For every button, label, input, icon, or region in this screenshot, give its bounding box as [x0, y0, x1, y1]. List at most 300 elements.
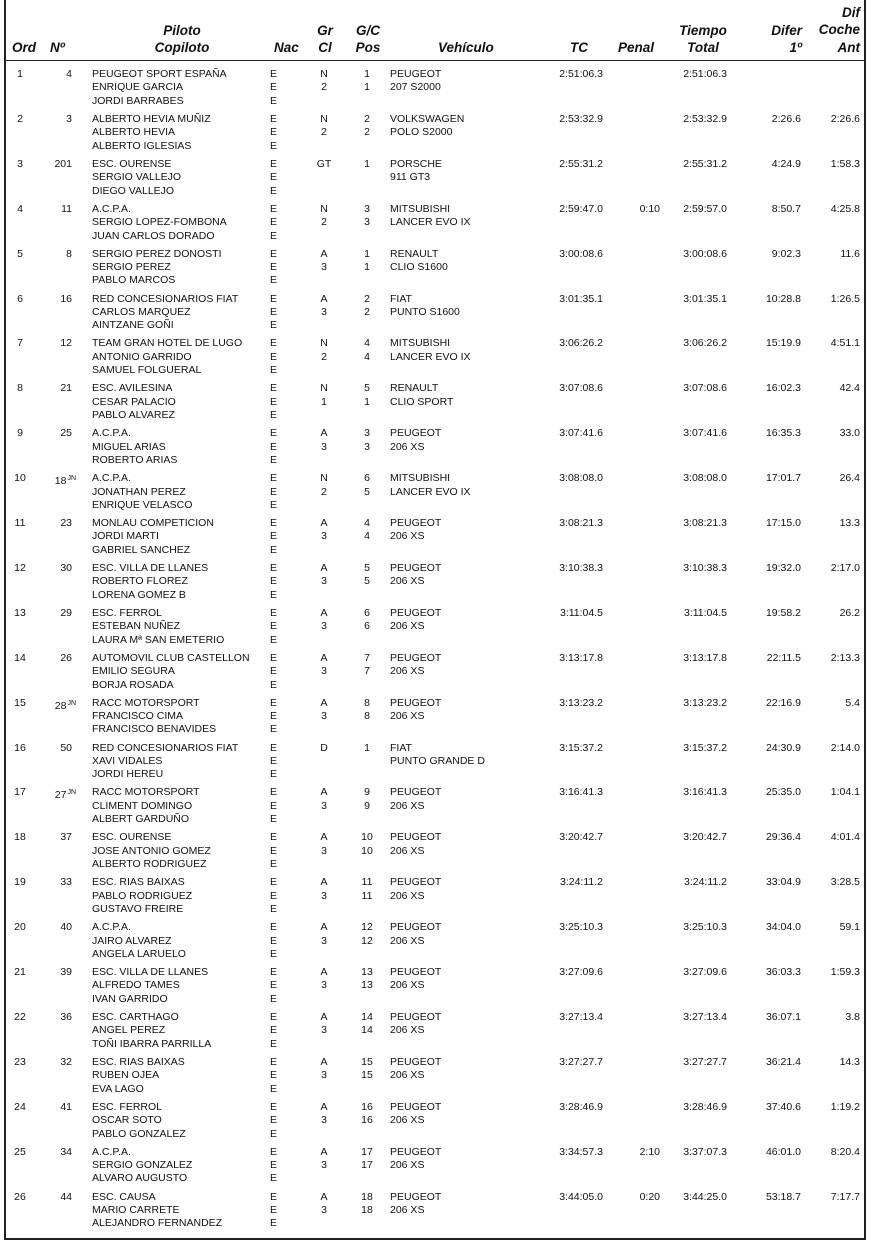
- cell-nac-line: E: [270, 741, 278, 754]
- table-row: [0, 652, 872, 692]
- cell-tc: [540, 113, 603, 126]
- cell-nac-line: E: [270, 517, 278, 529]
- cell-vehicle-line: PUNTO GRANDE D: [390, 754, 485, 767]
- cell-crew: [92, 382, 268, 422]
- cell-nac-line: E: [270, 1159, 278, 1171]
- cell-nac-line: E: [270, 216, 278, 229]
- cell-ord: [8, 1056, 32, 1069]
- cell-total-line: 2:59:57.0: [683, 202, 727, 215]
- cell-nac-line: E: [270, 588, 278, 601]
- car-number: 28: [54, 699, 67, 712]
- cell-vehicle-line: 206 XS: [390, 575, 425, 588]
- cell-gr-cl-line: D: [320, 741, 328, 754]
- cell-gc-pos: [355, 158, 379, 171]
- cell-crew-line: JORDI HEREU: [92, 768, 164, 781]
- cell-ord-line: 1: [17, 68, 23, 80]
- cell-gr-cl: [312, 607, 336, 634]
- cell-total: [660, 382, 727, 395]
- cell-nac-line: E: [270, 966, 278, 978]
- cell-tc: [540, 1056, 603, 1069]
- cell-crew-line: SERGIO GONZALEZ: [92, 1159, 193, 1171]
- cell-gc-pos: [355, 786, 379, 813]
- cell-vehicle: [390, 1146, 540, 1173]
- cell-crew-line: LORENA GOMEZ B: [92, 588, 186, 601]
- cell-nac-line: E: [270, 903, 278, 915]
- cell-tc-line: 3:13:17.8: [559, 651, 603, 664]
- cell-vehicle-line: MITSUBISHI: [390, 337, 451, 350]
- cell-gc-pos: [355, 1146, 379, 1173]
- cell-gr-cl-line: A: [320, 561, 328, 574]
- cell-gr-cl: [312, 1011, 336, 1038]
- cell-ord: [8, 1011, 32, 1024]
- cell-gc-pos-line: 8: [364, 710, 370, 722]
- cell-crew-line: OSCAR SOTO: [92, 1114, 162, 1127]
- cell-gr-cl: [312, 652, 336, 679]
- table-row: [0, 876, 872, 916]
- cell-ord-line: 7: [17, 337, 23, 350]
- cell-diff-prev-line: 59.1: [839, 921, 860, 934]
- cell-crew-line: PABLO MARCOS: [92, 274, 176, 287]
- cell-crew: [92, 113, 268, 153]
- cell-nac-line: E: [270, 889, 278, 902]
- cell-diff-first-line: 46:01.0: [765, 1145, 801, 1158]
- cell-crew-line: AUTOMOVIL CLUB CASTELLON: [92, 651, 250, 664]
- cell-gc-pos: [355, 607, 379, 634]
- cell-num: [36, 203, 72, 216]
- cell-gc-pos: [355, 113, 379, 140]
- cell-nac-line: E: [270, 454, 278, 466]
- cell-crew-line: ESTEBAN NUÑEZ: [92, 620, 181, 633]
- table-row: [0, 607, 872, 647]
- cell-ord: [8, 607, 32, 620]
- cell-nac-line: E: [270, 202, 278, 215]
- cell-vehicle-line: 206 XS: [390, 1203, 425, 1216]
- cell-gr-cl-line: N: [320, 472, 328, 485]
- cell-diff-first: [745, 1191, 801, 1204]
- cell-diff-first: [745, 697, 801, 710]
- cell-nac: [270, 607, 280, 647]
- cell-num: [36, 562, 72, 575]
- cell-vehicle-line: 206 XS: [390, 889, 425, 902]
- cell-tc: [540, 742, 603, 755]
- cell-ord: [8, 427, 32, 440]
- cell-nac-line: E: [270, 1024, 278, 1037]
- cell-diff-first-line: 4:24.9: [771, 157, 801, 170]
- cell-vehicle-line: FIAT: [390, 741, 412, 754]
- cell-total: [660, 427, 727, 440]
- cell-diff-first-line: 34:04.0: [765, 921, 801, 934]
- cell-vehicle-line: PEUGEOT: [390, 1145, 442, 1158]
- cell-diff-first: [745, 831, 801, 844]
- cell-crew-line: FRANCISCO CIMA: [92, 710, 184, 722]
- cell-diff-first-line: 19:32.0: [765, 561, 801, 574]
- cell-crew-line: CESAR PALACIO: [92, 395, 176, 408]
- cell-tc-line: 3:13:23.2: [559, 696, 603, 709]
- cell-gr-cl: [312, 1146, 336, 1173]
- table-row: [0, 697, 872, 737]
- cell-crew-line: ROBERTO FLOREZ: [92, 575, 188, 588]
- cell-diff-first-line: 16:02.3: [765, 382, 801, 395]
- cell-crew-line: A.C.P.A.: [92, 921, 131, 934]
- cell-diff-prev-line: 1:58.3: [830, 157, 860, 170]
- cell-vehicle-line: PEUGEOT: [390, 651, 442, 664]
- cell-num: [36, 607, 72, 620]
- cell-gr-cl: [312, 293, 336, 320]
- cell-ord-line: 19: [14, 876, 26, 889]
- cell-crew: [92, 652, 268, 692]
- header-tc: TC: [570, 40, 588, 55]
- table-row: [0, 472, 872, 512]
- cell-vehicle-line: LANCER EVO IX: [390, 216, 471, 229]
- cell-diff-prev: [808, 427, 860, 440]
- cell-num: [36, 337, 72, 350]
- table-row: [0, 1146, 872, 1186]
- cell-nac-line: E: [270, 81, 278, 94]
- cell-diff-prev: [808, 697, 860, 710]
- cell-tc: [540, 831, 603, 844]
- cell-crew-line: FRANCISCO BENAVIDES: [92, 723, 217, 736]
- cell-gc-pos-line: 8: [364, 696, 370, 709]
- cell-crew-line: A.C.P.A.: [92, 1145, 131, 1158]
- cell-total: [660, 1011, 727, 1024]
- cell-gr-cl: [312, 382, 336, 409]
- cell-gc-pos-line: 5: [364, 575, 370, 588]
- cell-crew-line: ALBERTO IGLESIAS: [92, 139, 192, 152]
- cell-nac-line: E: [270, 171, 278, 184]
- cell-gr-cl: [312, 248, 336, 275]
- cell-ord: [8, 562, 32, 575]
- cell-vehicle-line: PEUGEOT: [390, 517, 442, 529]
- cell-crew-line: ALEJANDRO FERNANDEZ: [92, 1217, 223, 1230]
- cell-gr-cl-line: A: [320, 696, 328, 709]
- cell-ord-line: 21: [14, 966, 26, 978]
- cell-crew-line: ALFREDO TAMES: [92, 979, 180, 992]
- cell-num: [36, 1146, 72, 1159]
- cell-tc-line: 3:44:05.0: [559, 1190, 603, 1203]
- cell-diff-prev-line: 4:01.4: [830, 831, 860, 844]
- cell-vehicle: [390, 113, 540, 140]
- cell-gc-pos: [355, 248, 379, 275]
- header-pos: Pos: [355, 40, 381, 55]
- cell-crew-line: ALBERT GARDUÑO: [92, 813, 190, 826]
- cell-gc-pos-line: 16: [361, 1100, 373, 1113]
- car-number: 37: [60, 831, 72, 844]
- cell-gr-cl-line: 3: [321, 1114, 327, 1127]
- cell-ord-line: 22: [14, 1010, 26, 1023]
- cell-total-line: 2:53:32.9: [683, 112, 727, 125]
- cell-diff-prev-line: 1:19.2: [830, 1100, 860, 1113]
- car-number: 18: [54, 475, 67, 488]
- cell-ord-line: 2: [17, 112, 23, 125]
- cell-vehicle: [390, 293, 540, 320]
- table-row: [0, 966, 872, 1006]
- cell-nac: [270, 652, 280, 692]
- cell-gc-pos: [355, 68, 379, 95]
- cell-gc-pos-line: 16: [361, 1114, 373, 1127]
- cell-nac-line: E: [270, 844, 278, 857]
- cell-num: [36, 382, 72, 395]
- cell-tc: [540, 158, 603, 171]
- cell-num: [36, 1056, 72, 1069]
- cell-crew-line: ESC. FERROL: [92, 1100, 163, 1113]
- cell-tc-line: 3:27:09.6: [559, 966, 603, 978]
- cell-diff-first: [745, 652, 801, 665]
- cell-crew-line: RACC MOTORSPORT: [92, 786, 200, 799]
- cell-gr-cl: [312, 562, 336, 589]
- cell-diff-first: [745, 1056, 801, 1069]
- cell-nac-line: E: [270, 319, 278, 332]
- header-coche: Coche: [818, 22, 860, 37]
- cell-crew-line: EMILIO SEGURA: [92, 665, 175, 678]
- cell-crew-line: SAMUEL FOLGUERAL: [92, 364, 202, 377]
- cell-total: [660, 562, 727, 575]
- cell-nac: [270, 1146, 280, 1186]
- cell-crew-line: GUSTAVO FREIRE: [92, 903, 184, 915]
- cell-vehicle-line: 206 XS: [390, 844, 425, 857]
- cell-gr-cl-line: 3: [321, 1069, 327, 1082]
- cell-tc-line: 3:16:41.3: [559, 786, 603, 799]
- cell-gr-cl-line: 3: [321, 575, 327, 588]
- cell-gr-cl: [312, 966, 336, 993]
- cell-diff-prev: [808, 1101, 860, 1114]
- cell-crew-line: JAIRO ALVAREZ: [92, 934, 172, 947]
- cell-gc-pos-line: 2: [364, 112, 370, 125]
- cell-gr-cl-line: N: [320, 337, 328, 350]
- cell-diff-first-line: 22:11.5: [766, 651, 801, 664]
- cell-diff-prev: [808, 158, 860, 171]
- cell-crew-line: SERGIO LOPEZ-FOMBONA: [92, 216, 227, 229]
- cell-crew: [92, 876, 268, 916]
- cell-diff-first-line: 53:18.7: [765, 1190, 801, 1203]
- cell-diff-first-line: 10:28.8: [765, 292, 801, 305]
- cell-diff-first-line: 36:03.3: [765, 966, 801, 978]
- cell-crew-line: SERGIO PEREZ DONOSTI: [92, 247, 222, 260]
- cell-num: [36, 68, 72, 81]
- cell-tc: [540, 921, 603, 934]
- cell-total: [660, 1146, 727, 1159]
- cell-gr-cl-line: 2: [321, 216, 327, 229]
- cell-ord-line: 11: [14, 517, 26, 529]
- cell-ord: [8, 697, 32, 710]
- cell-gr-cl-line: A: [320, 876, 328, 889]
- car-number: 29: [60, 606, 72, 619]
- junior-badge: JN: [67, 789, 76, 797]
- cell-nac-line: E: [270, 575, 278, 588]
- cell-nac-line: E: [270, 382, 278, 395]
- cell-vehicle-line: VOLKSWAGEN: [390, 112, 465, 125]
- cell-diff-prev-line: 4:25.8: [830, 202, 860, 215]
- cell-nac-line: E: [270, 364, 278, 377]
- cell-diff-first: [745, 472, 801, 485]
- cell-crew-line: ALBERTO HEVIA MUÑIZ: [92, 112, 211, 125]
- cell-diff-prev-line: 7:17.7: [830, 1190, 860, 1203]
- cell-total: [660, 652, 727, 665]
- cell-gc-pos-line: 4: [364, 530, 370, 543]
- cell-gc-pos-line: 13: [361, 966, 373, 978]
- cell-crew: [92, 697, 268, 737]
- cell-gc-pos-line: 14: [361, 1024, 373, 1037]
- cell-crew-line: ALBERTO RODRIGUEZ: [92, 858, 207, 871]
- cell-diff-first-line: 17:01.7: [765, 472, 801, 485]
- table-row: [0, 203, 872, 243]
- cell-tc-line: 3:34:57.3: [559, 1145, 603, 1158]
- cell-total: [660, 831, 727, 844]
- cell-diff-first: [745, 742, 801, 755]
- cell-gc-pos-line: 3: [364, 427, 370, 440]
- cell-crew-line: ENRIQUE VELASCO: [92, 498, 193, 511]
- cell-tc: [540, 786, 603, 799]
- cell-diff-first: [745, 921, 801, 934]
- cell-nac-line: E: [270, 723, 278, 736]
- cell-vehicle-line: PEUGEOT: [390, 876, 442, 889]
- cell-gr-cl-line: A: [320, 966, 328, 978]
- cell-penal-line: 0:10: [639, 202, 660, 215]
- cell-crew: [92, 1011, 268, 1051]
- cell-nac-line: E: [270, 934, 278, 947]
- cell-crew-line: XAVI VIDALES: [92, 754, 163, 767]
- cell-crew: [92, 831, 268, 871]
- cell-diff-prev: [808, 562, 860, 575]
- cell-tc: [540, 382, 603, 395]
- cell-gr-cl: [312, 1191, 336, 1218]
- cell-vehicle-line: CLIO SPORT: [390, 395, 454, 408]
- cell-gr-cl: [312, 876, 336, 903]
- cell-ord: [8, 472, 32, 485]
- cell-tc-line: 3:28:46.9: [559, 1100, 603, 1113]
- cell-diff-first-line: 37:40.6: [765, 1100, 801, 1113]
- cell-gr-cl: [312, 427, 336, 454]
- cell-gr-cl-line: 3: [321, 710, 327, 722]
- cell-crew-line: LAURA Mª SAN EMETERIO: [92, 633, 225, 646]
- cell-vehicle-line: PEUGEOT: [390, 831, 442, 844]
- cell-gc-pos: [355, 427, 379, 454]
- cell-crew-line: ANTONIO GARRIDO: [92, 350, 192, 363]
- table-row: [0, 68, 872, 108]
- cell-vehicle-line: PEUGEOT: [390, 1010, 442, 1023]
- cell-gc-pos-line: 5: [364, 561, 370, 574]
- cell-diff-first-line: 16:35.3: [765, 427, 801, 440]
- cell-tc-line: 3:20:42.7: [559, 831, 603, 844]
- cell-gr-cl-line: 3: [321, 305, 327, 318]
- cell-num: [36, 1101, 72, 1114]
- cell-crew: [92, 68, 268, 108]
- cell-diff-prev-line: 33.0: [839, 427, 860, 440]
- cell-total-line: 3:13:23.2: [683, 696, 727, 709]
- car-number: 8: [66, 247, 72, 260]
- cell-ord: [8, 203, 32, 216]
- cell-vehicle: [390, 966, 540, 993]
- cell-diff-prev-line: 1:04.1: [830, 786, 860, 799]
- cell-crew: [92, 158, 268, 198]
- cell-tc: [540, 1191, 603, 1204]
- cell-diff-prev-line: 26.4: [839, 472, 860, 485]
- cell-diff-first: [745, 427, 801, 440]
- cell-diff-prev-line: 2:17.0: [830, 561, 860, 574]
- cell-ord-line: 23: [14, 1055, 26, 1068]
- cell-diff-first: [745, 876, 801, 889]
- cell-nac-line: E: [270, 485, 278, 498]
- cell-nac-line: E: [270, 1069, 278, 1082]
- cell-num: [36, 652, 72, 665]
- cell-gr-cl: [312, 203, 336, 230]
- cell-crew-line: JOSE ANTONIO GOMEZ: [92, 844, 211, 857]
- cell-ord-line: 12: [14, 561, 26, 574]
- cell-diff-prev: [808, 607, 860, 620]
- cell-vehicle-line: PEUGEOT: [390, 1100, 442, 1113]
- cell-tc: [540, 203, 603, 216]
- cell-vehicle-line: 206 XS: [390, 620, 425, 633]
- cell-diff-prev: [808, 113, 860, 126]
- cell-tc-line: 3:06:26.2: [559, 337, 603, 350]
- cell-crew-line: DIEGO VALLEJO: [92, 184, 175, 197]
- cell-crew-line: ALBERTO HEVIA: [92, 126, 176, 139]
- cell-gc-pos: [355, 293, 379, 320]
- cell-diff-prev: [808, 831, 860, 844]
- cell-nac-line: E: [270, 561, 278, 574]
- cell-tc-line: 2:55:31.2: [559, 157, 603, 170]
- cell-diff-prev: [808, 921, 860, 934]
- cell-vehicle: [390, 786, 540, 813]
- cell-crew-line: ESC. AVILESINA: [92, 382, 173, 395]
- cell-crew-line: RACC MOTORSPORT: [92, 696, 200, 709]
- cell-gc-pos-line: 3: [364, 216, 370, 229]
- cell-gr-cl-line: A: [320, 921, 328, 934]
- cell-crew: [92, 786, 268, 826]
- cell-gc-pos-line: 9: [364, 786, 370, 799]
- cell-vehicle-line: PEUGEOT: [390, 696, 442, 709]
- cell-diff-prev: [808, 786, 860, 799]
- cell-crew-line: ENRIQUE GARCIA: [92, 81, 184, 94]
- cell-diff-prev-line: 1:26.5: [830, 292, 860, 305]
- cell-gc-pos-line: 15: [361, 1069, 373, 1082]
- cell-total-line: 3:44:25.0: [683, 1190, 727, 1203]
- cell-total: [660, 517, 727, 530]
- cell-gc-pos-line: 2: [364, 126, 370, 139]
- car-number: 50: [60, 741, 72, 754]
- cell-diff-prev: [808, 472, 860, 485]
- cell-nac-line: E: [270, 229, 278, 242]
- cell-crew-line: ESC. OURENSE: [92, 157, 172, 170]
- cell-crew-line: TOÑI IBARRA PARRILLA: [92, 1037, 212, 1050]
- cell-total-line: 3:08:21.3: [683, 517, 727, 529]
- cell-ord-line: 8: [17, 382, 23, 395]
- cell-crew-line: SERGIO PEREZ: [92, 261, 171, 273]
- cell-vehicle-line: PEUGEOT: [390, 1055, 442, 1068]
- cell-total: [660, 921, 727, 934]
- cell-penal: [610, 1146, 660, 1159]
- cell-gc-pos-line: 17: [361, 1145, 373, 1158]
- cell-diff-prev-line: 8:20.4: [830, 1145, 860, 1158]
- cell-nac-line: E: [270, 139, 278, 152]
- cell-crew: [92, 1146, 268, 1186]
- cell-penal: [610, 203, 660, 216]
- cell-diff-prev-line: 2:13.3: [830, 651, 860, 664]
- cell-nac-line: E: [270, 696, 278, 709]
- cell-gc-pos-line: 3: [364, 440, 370, 453]
- cell-crew: [92, 1056, 268, 1096]
- cell-num: [36, 1191, 72, 1204]
- cell-nac-line: E: [270, 472, 278, 485]
- cell-total: [660, 68, 727, 81]
- cell-diff-prev-line: 2:26.6: [830, 112, 860, 125]
- cell-diff-prev-line: 3.8: [845, 1010, 860, 1023]
- cell-vehicle: [390, 158, 540, 185]
- cell-gr-cl-line: A: [320, 606, 328, 619]
- cell-gc-pos-line: 13: [361, 979, 373, 992]
- cell-crew-line: PABLO RODRIGUEZ: [92, 889, 193, 902]
- cell-nac-line: E: [270, 1217, 278, 1230]
- cell-nac-line: E: [270, 409, 278, 422]
